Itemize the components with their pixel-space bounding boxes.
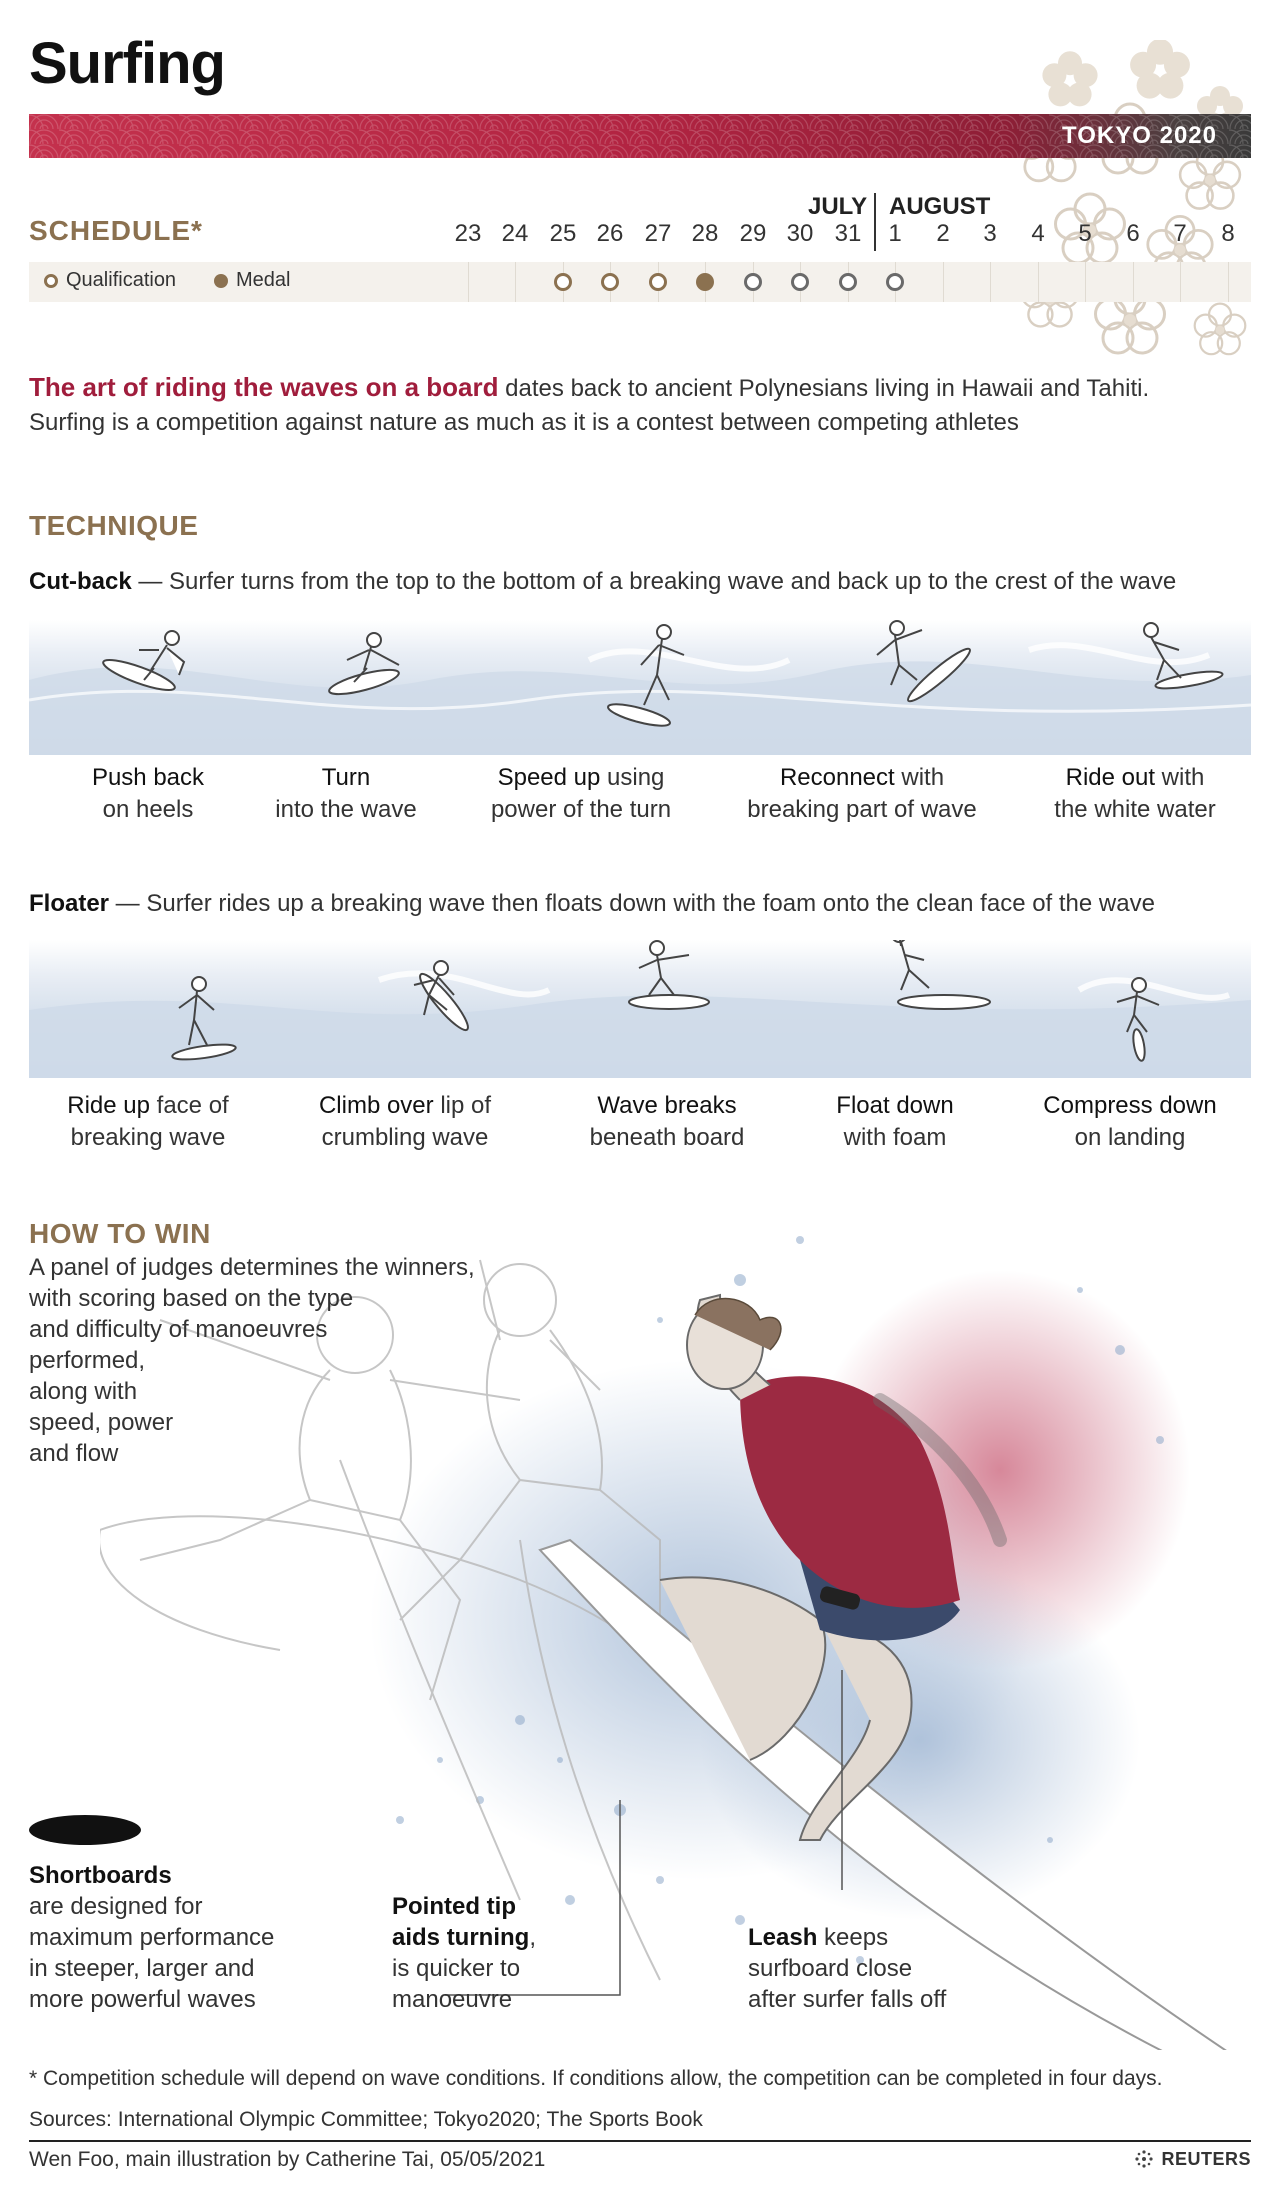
day-label: 24 [501, 220, 529, 247]
step-text: using [600, 764, 665, 791]
step-text: with [894, 764, 945, 791]
floater-step [547, 1090, 787, 1154]
event-marker-qualification [601, 273, 619, 291]
step-text: crumbling wave [321, 1124, 489, 1151]
medal-marker-icon [214, 274, 228, 288]
day-label: 4 [1031, 220, 1045, 247]
step-title: Climb over [318, 1092, 434, 1119]
schedule-grid-line [1038, 262, 1039, 302]
cutback-description [29, 568, 1176, 596]
how-to-win-line: and difficulty of manoeuvres [29, 1316, 328, 1343]
event-badge: TOKYO 2020 [1062, 122, 1217, 149]
reuters-logo-icon [1133, 2148, 1155, 2170]
day-label: 2 [936, 220, 950, 247]
event-marker-tentative [744, 273, 762, 291]
schedule-title: SCHEDULE* [29, 215, 203, 246]
step-text: lip of [433, 1092, 492, 1119]
how-to-win-line: with scoring based on the type [29, 1285, 354, 1312]
footer-divider [29, 2140, 1251, 2142]
cutback-text: — Surfer turns from the top to the bottom of a breaking wave and back up to the crest of the wave [131, 568, 1177, 595]
day-label: 27 [644, 220, 672, 247]
step-title: Compress down [1043, 1092, 1217, 1119]
technique-heading: TECHNIQUE [29, 510, 199, 541]
cutback-wave-art [29, 620, 1251, 755]
leash-note [748, 1922, 946, 2015]
step-title: Ride up [67, 1092, 150, 1119]
note-title: Pointed tip [392, 1893, 516, 1920]
step-text: with [1155, 764, 1205, 791]
month-july: JULY [808, 193, 868, 220]
floater-wave-art [29, 940, 1251, 1078]
how-to-win-text [29, 1252, 509, 1469]
step-text: breaking wave [70, 1124, 226, 1151]
reuters-wordmark: REUTERS [1161, 2148, 1251, 2169]
floater-description [29, 890, 1155, 918]
note-title: Shortboards [29, 1862, 172, 1889]
credit: Wen Foo, main illustration by Catherine Tai, 05/05/2021 [29, 2148, 546, 2171]
step-text: beneath board [589, 1124, 745, 1151]
schedule-grid-line [1085, 262, 1086, 302]
note-line: surfboard close [748, 1955, 913, 1982]
how-to-win-line: along with [29, 1378, 138, 1405]
intro-paragraph [29, 370, 1259, 440]
step-text: the white water [1054, 796, 1216, 823]
schedule-grid-line [468, 262, 469, 302]
step-text: into the wave [275, 796, 417, 823]
event-marker-tentative [886, 273, 904, 291]
step-text: with foam [843, 1124, 947, 1151]
step-title: Push back [91, 764, 205, 791]
day-label: 5 [1078, 220, 1092, 247]
note-line: in steeper, larger and [29, 1955, 255, 1982]
floater-step [280, 1090, 530, 1154]
how-to-win-line: A panel of judges determines the winners, [29, 1254, 475, 1281]
day-label: 6 [1126, 220, 1140, 247]
schedule-footnote: * Competition schedule will depend on wave conditions. If conditions allow, the competition can be completed in four days. [29, 2067, 1163, 2090]
note-line: , [529, 1924, 537, 1951]
floater-step [775, 1090, 1015, 1154]
step-text: on heels [102, 796, 194, 823]
intro-text: dates back to ancient Polynesians living in Hawaii and Tahiti. [498, 375, 1150, 402]
step-title: Wave breaks [597, 1092, 737, 1119]
step-text: power of the turn [490, 796, 672, 823]
legend-qualification-label: Qualification [66, 269, 177, 291]
step-title: Float down [836, 1092, 954, 1119]
page-title: Surfing [29, 31, 225, 96]
event-marker-qualification [649, 273, 667, 291]
legend-medal [214, 269, 290, 292]
sources: Sources: International Olympic Committee; Tokyo2020; The Sports Book [29, 2108, 703, 2131]
legend-qualification [44, 269, 176, 292]
day-label: 8 [1221, 220, 1235, 247]
cutback-step [722, 762, 1002, 826]
event-marker-qualification [554, 273, 572, 291]
event-marker-tentative [839, 273, 857, 291]
day-label: 26 [596, 220, 624, 247]
note-line: after surfer falls off [748, 1986, 947, 2013]
event-marker-medal [696, 273, 714, 291]
day-label: 29 [739, 220, 767, 247]
floater-step [1010, 1090, 1250, 1154]
schedule-grid-line [515, 262, 516, 302]
day-label: 31 [834, 220, 862, 247]
day-label: 3 [983, 220, 997, 247]
how-to-win-line: and flow [29, 1440, 119, 1467]
intro-lead: The art of riding the waves on a board [29, 372, 499, 402]
qualification-marker-icon [44, 274, 58, 288]
event-marker-tentative [791, 273, 809, 291]
day-label: 25 [549, 220, 577, 247]
schedule-grid-line [990, 262, 991, 302]
floater-text: — Surfer rides up a breaking wave then floats down with the foam onto the clean face of the wave [109, 890, 1155, 917]
note-line: maximum performance [29, 1924, 275, 1951]
day-label: 30 [786, 220, 814, 247]
intro-text: Surfing is a competition against nature as much as it is a contest between competing athletes [29, 409, 1019, 436]
floater-step [28, 1090, 268, 1154]
step-title: Turn [321, 764, 371, 791]
legend-medal-label: Medal [236, 269, 291, 291]
cutback-step [461, 762, 701, 826]
floater-name: Floater [29, 890, 110, 917]
day-label: 28 [691, 220, 719, 247]
step-text: breaking part of wave [747, 796, 977, 823]
cutback-illustration [29, 620, 1251, 755]
note-title: aids turning [392, 1924, 530, 1951]
cutback-step [226, 762, 466, 826]
pointed-tip-note [392, 1891, 536, 2015]
step-text: on landing [1074, 1124, 1186, 1151]
schedule-grid-line [1180, 262, 1181, 302]
sakura-pattern-decoration [1010, 40, 1250, 370]
how-to-win-line: speed, power [29, 1409, 174, 1436]
schedule-grid-line [1228, 262, 1229, 302]
shortboards-note [29, 1860, 274, 2015]
cutback-step [1015, 762, 1255, 826]
note-title: Leash [748, 1924, 818, 1951]
step-title: Speed up [497, 764, 601, 791]
day-label: 7 [1173, 220, 1187, 247]
day-label: 1 [888, 220, 902, 247]
reuters-logo [1133, 2148, 1251, 2170]
schedule-row [29, 262, 1251, 302]
note-line: more powerful waves [29, 1986, 256, 2013]
shortboard-icon [29, 1815, 141, 1845]
note-line: are designed for [29, 1893, 203, 1920]
how-to-win-heading: HOW TO WIN [29, 1218, 211, 1249]
schedule-grid-line [1133, 262, 1134, 302]
note-line: manoeuvre [392, 1986, 513, 2013]
how-to-win-line: performed, [29, 1347, 146, 1374]
cutback-name: Cut-back [29, 568, 132, 595]
step-title: Ride out [1065, 764, 1156, 791]
month-august: AUGUST [889, 193, 991, 220]
step-title: Reconnect [779, 764, 895, 791]
day-label: 23 [454, 220, 482, 247]
note-line: keeps [817, 1924, 889, 1951]
note-line: is quicker to [392, 1955, 521, 1982]
floater-illustration [29, 940, 1251, 1078]
step-text: face of [150, 1092, 229, 1119]
schedule-grid-line [943, 262, 944, 302]
